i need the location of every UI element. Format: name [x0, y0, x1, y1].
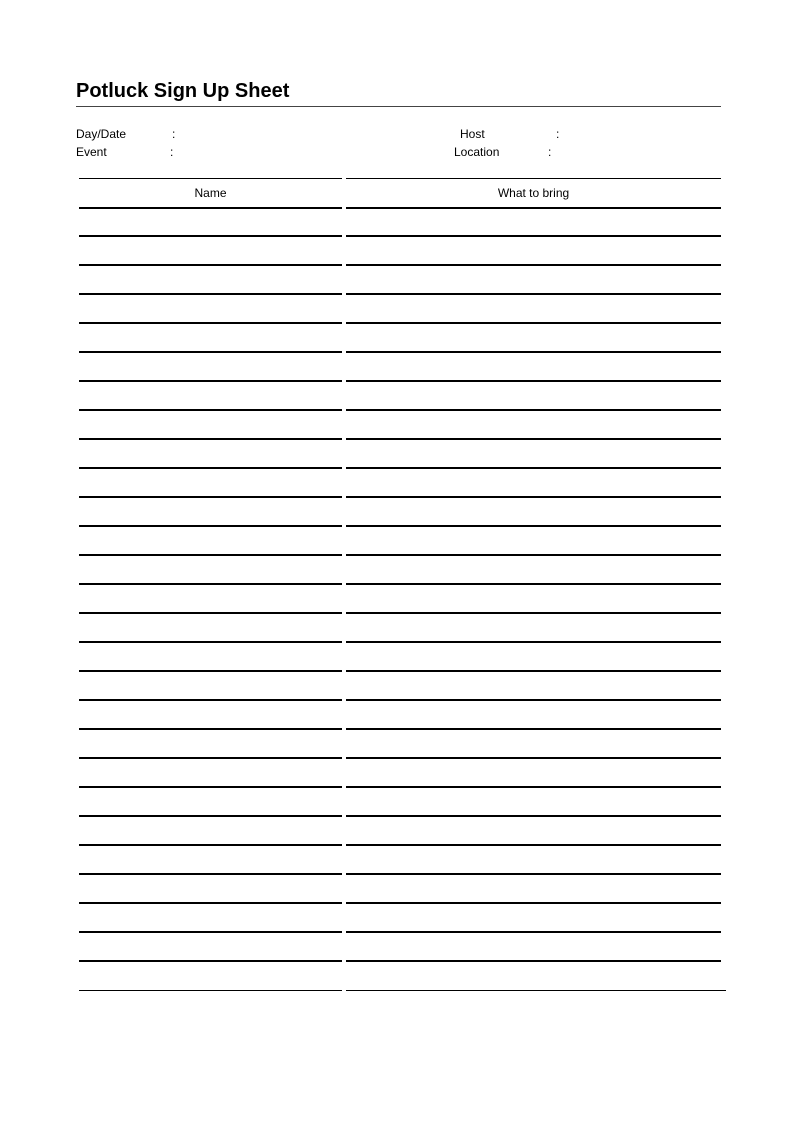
name-cell[interactable] [79, 440, 342, 469]
table-row [79, 643, 726, 672]
table-row [79, 933, 726, 962]
name-cell[interactable] [79, 324, 342, 353]
what-to-bring-cell[interactable] [346, 498, 721, 527]
name-cell[interactable] [79, 382, 342, 411]
table-row [79, 353, 726, 382]
table-row [79, 382, 726, 411]
table-row [79, 904, 726, 933]
what-to-bring-cell[interactable] [346, 672, 721, 701]
event-label: Event [76, 145, 107, 159]
name-cell[interactable] [79, 817, 342, 846]
table-row [79, 614, 726, 643]
table-row [79, 788, 726, 817]
what-to-bring-cell[interactable] [346, 440, 721, 469]
name-cell[interactable] [79, 759, 342, 788]
name-cell[interactable] [79, 846, 342, 875]
table-row [79, 440, 726, 469]
what-to-bring-cell[interactable] [346, 614, 721, 643]
what-to-bring-cell[interactable] [346, 382, 721, 411]
what-to-bring-cell[interactable] [346, 875, 721, 904]
name-cell[interactable] [79, 875, 342, 904]
what-to-bring-cell[interactable] [346, 904, 721, 933]
what-to-bring-cell[interactable] [346, 324, 721, 353]
name-cell[interactable] [79, 295, 342, 324]
name-cell[interactable] [79, 527, 342, 556]
table-row [79, 237, 726, 266]
name-cell[interactable] [79, 353, 342, 382]
name-cell[interactable] [79, 237, 342, 266]
host-label: Host [460, 127, 485, 141]
name-cell[interactable] [79, 933, 342, 962]
what-to-bring-cell[interactable] [346, 788, 721, 817]
what-to-bring-cell[interactable] [346, 846, 721, 875]
what-to-bring-cell[interactable] [346, 962, 726, 991]
what-to-bring-cell[interactable] [346, 208, 721, 237]
what-to-bring-cell[interactable] [346, 556, 721, 585]
location-colon: : [548, 145, 552, 159]
what-to-bring-cell[interactable] [346, 527, 721, 556]
what-to-bring-column-header: What to bring [346, 178, 721, 209]
name-column-header: Name [79, 178, 342, 209]
location-label: Location [454, 145, 500, 159]
name-cell[interactable] [79, 411, 342, 440]
name-cell[interactable] [79, 730, 342, 759]
title-divider [76, 106, 721, 107]
table-row [79, 759, 726, 788]
table-row [79, 701, 726, 730]
what-to-bring-cell[interactable] [346, 585, 721, 614]
name-cell[interactable] [79, 788, 342, 817]
what-to-bring-cell[interactable] [346, 295, 721, 324]
what-to-bring-cell[interactable] [346, 469, 721, 498]
name-cell[interactable] [79, 266, 342, 295]
host-colon: : [556, 127, 560, 141]
day-date-label: Day/Date [76, 127, 127, 141]
name-cell[interactable] [79, 672, 342, 701]
table-header [79, 178, 726, 208]
table-body [79, 208, 726, 991]
table-row [79, 498, 726, 527]
table-row [79, 324, 726, 353]
what-to-bring-cell[interactable] [346, 643, 721, 672]
name-cell[interactable] [79, 614, 342, 643]
table-row [79, 527, 726, 556]
name-cell[interactable] [79, 962, 342, 991]
name-cell[interactable] [79, 701, 342, 730]
what-to-bring-cell[interactable] [346, 759, 721, 788]
what-to-bring-cell[interactable] [346, 701, 721, 730]
name-cell[interactable] [79, 556, 342, 585]
what-to-bring-cell[interactable] [346, 730, 721, 759]
name-cell[interactable] [79, 585, 342, 614]
what-to-bring-cell[interactable] [346, 237, 721, 266]
what-to-bring-cell[interactable] [346, 933, 721, 962]
day-date-colon: : [172, 127, 176, 141]
name-cell[interactable] [79, 208, 342, 237]
what-to-bring-cell[interactable] [346, 266, 721, 295]
what-to-bring-cell[interactable] [346, 411, 721, 440]
table-row [79, 469, 726, 498]
what-to-bring-cell[interactable] [346, 353, 721, 382]
table-row [79, 962, 726, 991]
table-row [79, 730, 726, 759]
page-title: Potluck Sign Up Sheet [76, 80, 290, 102]
name-cell[interactable] [79, 469, 342, 498]
table-row [79, 556, 726, 585]
table-row [79, 411, 726, 440]
table-row [79, 208, 726, 237]
name-cell[interactable] [79, 498, 342, 527]
table-row [79, 672, 726, 701]
table-row [79, 817, 726, 846]
name-cell[interactable] [79, 904, 342, 933]
what-to-bring-cell[interactable] [346, 817, 721, 846]
event-colon: : [170, 145, 174, 159]
table-row [79, 585, 726, 614]
table-row [79, 875, 726, 904]
name-cell[interactable] [79, 643, 342, 672]
table-row [79, 266, 726, 295]
table-row [79, 846, 726, 875]
table-row [79, 295, 726, 324]
